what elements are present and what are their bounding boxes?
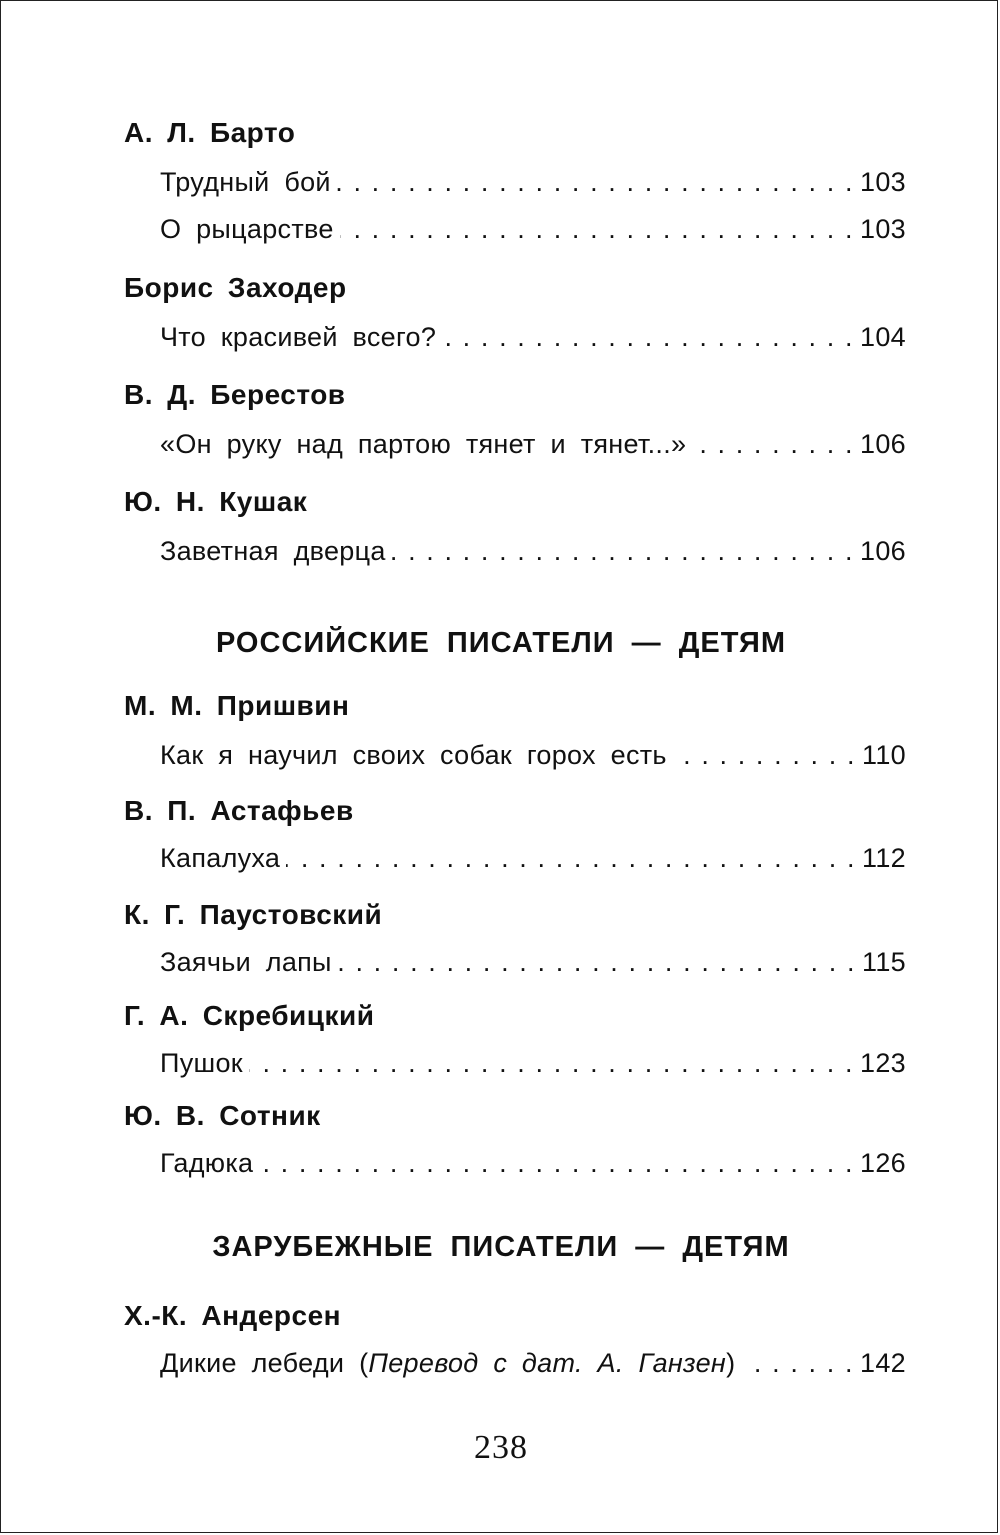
author-name: К. Г. Паустовский <box>124 899 383 930</box>
author-name: Борис Заходер <box>124 272 347 303</box>
entry-page-number: 103 <box>860 214 906 244</box>
entry-title: Заячьи лапы <box>160 947 332 977</box>
toc-author-group <box>124 379 906 460</box>
dot-leader <box>392 535 854 567</box>
entry-page-number: 142 <box>860 1348 906 1378</box>
toc-author-group <box>124 899 906 978</box>
dot-leader <box>286 842 856 874</box>
entry-title: Заветная дверца <box>160 536 386 566</box>
toc-entry <box>160 1047 906 1079</box>
dot-leader <box>259 1147 854 1179</box>
author-name: М. М. Пришвин <box>124 690 350 721</box>
dot-leader <box>249 1047 854 1079</box>
entry-title: О рыцарстве <box>160 214 334 244</box>
author-name: В. Д. Берестов <box>124 379 346 410</box>
section-heading: ЗАРУБЕЖНЫЕ ПИСАТЕЛИ — ДЕТЯМ <box>212 1231 790 1263</box>
entry-title: «Он руку над партою тянет и тянет...» <box>160 429 687 459</box>
entry-page-number: 126 <box>860 1148 906 1178</box>
entry-page-number: 106 <box>860 536 906 566</box>
entry-title: Как я научил своих собак горох есть <box>160 740 667 770</box>
toc-entry <box>160 321 906 353</box>
entry-title: Трудный бой <box>160 167 331 197</box>
entry-page-number: 104 <box>860 322 906 352</box>
entry-title <box>160 1347 735 1379</box>
entry-title-end: ) <box>726 1348 736 1378</box>
toc-entry <box>160 739 906 771</box>
dot-leader <box>692 428 854 460</box>
toc-entry <box>160 1147 906 1179</box>
toc-entry <box>160 213 906 245</box>
dot-leader <box>442 321 854 353</box>
entry-page-number: 110 <box>862 740 906 770</box>
entry-page-number: 123 <box>860 1048 906 1078</box>
section-heading: РОССИЙСКИЕ ПИСАТЕЛИ — ДЕТЯМ <box>215 627 787 659</box>
toc-author-group <box>124 117 906 245</box>
entry-title: Капалуха <box>160 843 281 873</box>
entry-title: Пушок <box>160 1048 243 1078</box>
toc-author-group <box>124 690 906 771</box>
dot-leader <box>337 166 854 198</box>
dot-leader <box>340 213 854 245</box>
toc-author-group <box>124 1300 906 1379</box>
author-name: А. Л. Барто <box>124 117 296 148</box>
toc-author-group <box>124 795 906 874</box>
author-name: Х.-К. Андерсен <box>124 1300 342 1331</box>
entry-title: Что красивей всего? <box>160 322 437 352</box>
entry-title-text: Дикие лебеди ( <box>160 1348 369 1378</box>
dot-leader <box>338 946 856 978</box>
toc-author-group <box>124 486 906 567</box>
dot-leader <box>673 739 856 771</box>
entry-title: Гадюка <box>160 1148 254 1178</box>
author-name: В. П. Астафьев <box>124 795 354 826</box>
entry-page-number: 112 <box>862 843 906 873</box>
author-name: Ю. Н. Кушак <box>124 486 308 517</box>
toc-author-group <box>124 1100 906 1179</box>
toc-entry <box>160 946 906 978</box>
entry-page-number: 106 <box>860 429 906 459</box>
toc-entry <box>160 1347 906 1379</box>
toc-entry <box>160 428 906 460</box>
toc-entry <box>160 535 906 567</box>
page-number: 238 <box>474 1429 528 1466</box>
toc-entry <box>160 166 906 198</box>
toc-author-group <box>124 1000 906 1079</box>
toc-entry <box>160 842 906 874</box>
author-name: Ю. В. Сотник <box>124 1100 321 1131</box>
entry-page-number: 103 <box>860 167 906 197</box>
entry-page-number: 115 <box>862 947 906 977</box>
author-name: Г. А. Скребицкий <box>124 1000 375 1031</box>
dot-leader <box>741 1347 854 1379</box>
toc-author-group <box>124 272 906 353</box>
translation-note: Перевод с дат. А. Ганзен <box>368 1348 727 1378</box>
